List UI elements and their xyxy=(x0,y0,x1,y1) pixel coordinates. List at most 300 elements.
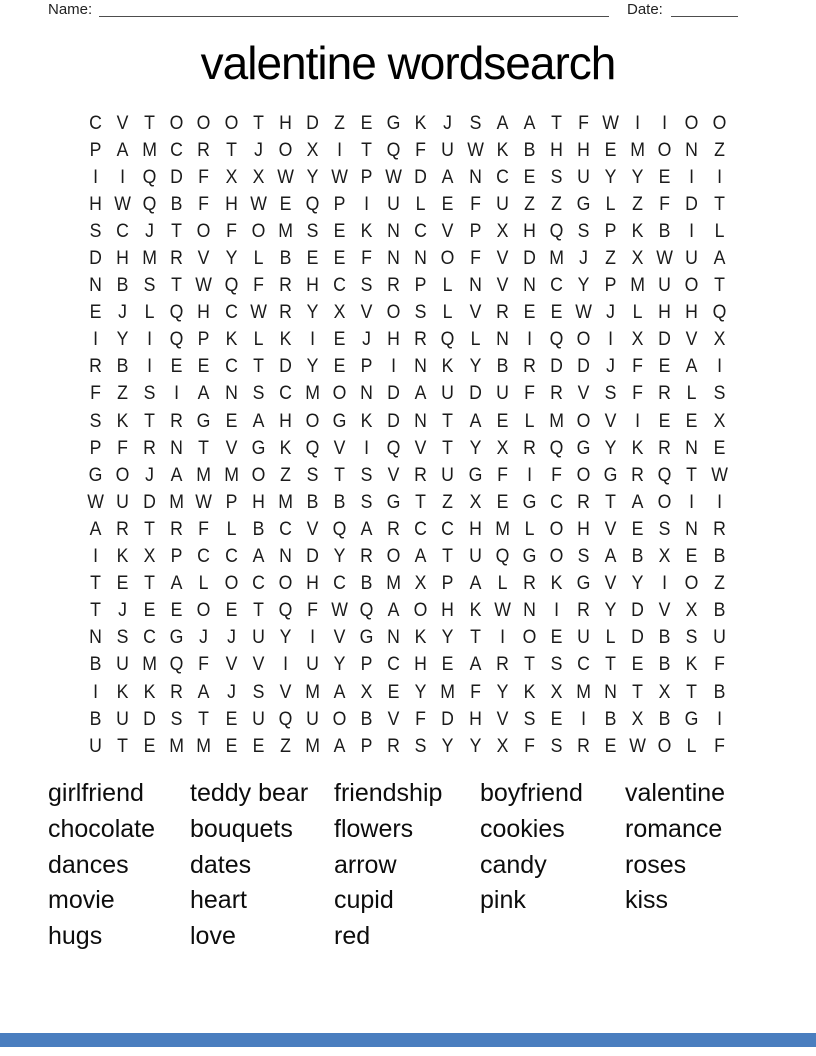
grid-letter: I xyxy=(391,356,397,378)
grid-letter: Z xyxy=(442,491,454,513)
grid-letter: F xyxy=(551,464,562,486)
word-list-item: arrow xyxy=(334,850,397,879)
grid-letter: D xyxy=(170,166,184,188)
grid-letter: B xyxy=(306,491,319,513)
grid-letter: E xyxy=(686,546,698,568)
word-list-item: red xyxy=(334,922,371,951)
grid-letter: J xyxy=(579,248,588,270)
grid-letter: X xyxy=(360,681,373,703)
grid-letter: I xyxy=(93,166,99,188)
grid-letter: T xyxy=(523,654,535,676)
grid-letter: N xyxy=(414,410,428,432)
grid-letter: K xyxy=(414,112,427,134)
grid-letter: T xyxy=(415,491,427,513)
grid-letter: M xyxy=(630,139,646,161)
grid-letter: H xyxy=(278,112,292,134)
grid-letter: I xyxy=(93,329,99,351)
grid-letter: M xyxy=(305,681,320,703)
grid-letter: O xyxy=(522,627,537,649)
grid-letter: V xyxy=(387,464,400,486)
grid-letter: R xyxy=(170,248,184,270)
grid-letter: E xyxy=(442,193,454,215)
grid-letter: I xyxy=(337,139,342,161)
grid-letter: U xyxy=(495,193,509,215)
grid-letter: N xyxy=(495,329,509,351)
grid-letter: R xyxy=(414,464,428,486)
grid-letter: M xyxy=(142,654,158,676)
grid-letter: F xyxy=(659,193,671,215)
grid-letter: R xyxy=(495,654,509,676)
grid-letter: K xyxy=(116,410,129,432)
grid-letter: G xyxy=(359,627,374,649)
grid-letter: I xyxy=(689,166,695,188)
grid-letter: X xyxy=(252,166,265,188)
grid-letter: O xyxy=(549,518,564,540)
grid-letter: C xyxy=(550,275,563,297)
grid-letter: W xyxy=(575,302,592,324)
grid-letter: O xyxy=(413,600,428,622)
grid-letter: P xyxy=(360,356,373,378)
grid-letter: V xyxy=(414,437,427,459)
grid-letter: X xyxy=(306,139,319,161)
grid-letter: E xyxy=(686,410,698,432)
grid-letter: Q xyxy=(657,464,672,486)
word-list-item: hugs xyxy=(48,922,103,951)
grid-letter: E xyxy=(550,708,563,730)
grid-letter: B xyxy=(170,193,183,215)
grid-letter: T xyxy=(686,681,698,703)
grid-letter: V xyxy=(496,248,509,270)
grid-letter: O xyxy=(712,112,726,134)
grid-letter: Y xyxy=(279,627,292,649)
grid-letter: V xyxy=(496,708,509,730)
grid-letter: X xyxy=(658,681,671,703)
grid-letter: D xyxy=(278,356,292,378)
grid-letter: I xyxy=(581,708,586,730)
grid-letter: B xyxy=(333,491,346,513)
word-list-item: pink xyxy=(480,886,526,915)
grid-letter: I xyxy=(716,166,722,188)
grid-letter: M xyxy=(494,518,510,540)
grid-letter: E xyxy=(306,248,319,270)
grid-letter: F xyxy=(198,166,210,188)
grid-letter: E xyxy=(713,437,725,459)
grid-letter: U xyxy=(468,546,482,568)
grid-letter: I xyxy=(499,627,505,649)
grid-letter: S xyxy=(523,708,536,730)
grid-letter: Q xyxy=(170,302,184,324)
grid-letter: N xyxy=(414,248,428,270)
grid-letter: T xyxy=(117,735,129,757)
grid-letter: T xyxy=(551,112,562,134)
grid-letter: V xyxy=(442,220,454,242)
grid-letter: X xyxy=(469,491,481,513)
grid-letter: O xyxy=(278,139,293,161)
grid-letter: K xyxy=(360,220,373,242)
grid-letter: D xyxy=(143,708,157,730)
grid-letter: J xyxy=(199,627,209,649)
grid-letter: V xyxy=(225,437,237,459)
grid-letter: E xyxy=(523,166,536,188)
grid-letter: F xyxy=(713,735,725,757)
grid-letter: H xyxy=(251,491,265,513)
grid-letter: I xyxy=(174,383,180,405)
grid-letter: V xyxy=(604,518,617,540)
grid-letter: L xyxy=(687,383,697,405)
grid-letter: R xyxy=(116,518,130,540)
grid-letter: X xyxy=(496,735,509,757)
word-list-item: flowers xyxy=(334,814,414,843)
grid-letter: F xyxy=(307,600,318,622)
grid-letter: A xyxy=(496,112,509,134)
grid-letter: F xyxy=(415,708,427,730)
grid-letter: R xyxy=(197,139,211,161)
grid-letter: R xyxy=(577,491,590,513)
grid-letter: E xyxy=(198,356,210,378)
grid-letter: D xyxy=(577,356,590,378)
grid-letter: I xyxy=(526,329,532,351)
grid-letter: T xyxy=(144,410,156,432)
grid-letter: U xyxy=(577,166,590,188)
grid-letter: W xyxy=(249,193,267,215)
grid-letter: H xyxy=(414,654,428,676)
grid-letter: N xyxy=(468,166,482,188)
grid-letter: I xyxy=(689,491,695,513)
grid-letter: A xyxy=(713,248,725,270)
grid-letter: X xyxy=(713,329,725,351)
grid-letter: S xyxy=(143,383,156,405)
grid-letter: S xyxy=(89,220,102,242)
grid-letter: C xyxy=(577,654,590,676)
grid-letter: X xyxy=(333,302,346,324)
word-list-column xyxy=(480,776,583,919)
grid-letter: D xyxy=(306,546,319,568)
grid-letter: K xyxy=(631,220,644,242)
grid-letter: I xyxy=(93,546,99,568)
grid-letter: E xyxy=(252,735,265,757)
grid-letter: R xyxy=(387,735,401,757)
grid-letter: E xyxy=(442,654,454,676)
grid-letter: Y xyxy=(631,166,644,188)
word-list-item: roses xyxy=(625,850,687,879)
grid-letter: V xyxy=(496,275,509,297)
grid-letter: K xyxy=(116,681,129,703)
grid-letter: I xyxy=(635,112,641,134)
grid-letter: A xyxy=(469,654,481,676)
grid-letter: H xyxy=(522,220,536,242)
grid-letter: D xyxy=(468,383,482,405)
grid-letter: Y xyxy=(306,302,319,324)
grid-letter: T xyxy=(605,654,617,676)
grid-letter: F xyxy=(632,356,644,378)
grid-letter: E xyxy=(658,356,671,378)
grid-letter: K xyxy=(550,573,563,595)
grid-letter: S xyxy=(170,708,183,730)
grid-letter: S xyxy=(89,410,102,432)
page-title: valentine wordsearch xyxy=(200,37,616,89)
grid-letter: O xyxy=(170,112,184,134)
grid-letter: J xyxy=(118,600,128,622)
grid-letter: N xyxy=(360,383,374,405)
grid-letter: C xyxy=(550,491,563,513)
grid-letter: Z xyxy=(713,139,725,161)
grid-letter: D xyxy=(441,708,455,730)
grid-letter: Y xyxy=(442,627,454,649)
grid-letter: S xyxy=(360,275,373,297)
grid-letter: Q xyxy=(386,139,401,161)
grid-letter: M xyxy=(223,464,239,486)
grid-letter: F xyxy=(469,193,481,215)
grid-letter: G xyxy=(522,546,537,568)
grid-letter: E xyxy=(333,248,346,270)
grid-letter: P xyxy=(170,546,183,568)
grid-letter: N xyxy=(522,600,536,622)
grid-letter: C xyxy=(224,546,238,568)
grid-letter: P xyxy=(604,275,617,297)
grid-letter: W xyxy=(493,600,511,622)
grid-letter: N xyxy=(522,275,536,297)
grid-letter: H xyxy=(577,518,590,540)
grid-letter: R xyxy=(278,302,292,324)
grid-letter: S xyxy=(604,383,617,405)
grid-letter: S xyxy=(550,166,563,188)
grid-letter: E xyxy=(116,573,129,595)
grid-letter: H xyxy=(116,248,130,270)
grid-letter: N xyxy=(685,518,699,540)
grid-letter: K xyxy=(414,627,427,649)
grid-letter: C xyxy=(224,302,238,324)
grid-letter: V xyxy=(604,573,617,595)
grid-letter: X xyxy=(496,220,509,242)
grid-letter: M xyxy=(440,681,456,703)
grid-letter: L xyxy=(470,329,481,351)
grid-letter: Y xyxy=(225,248,237,270)
grid-letter: B xyxy=(279,248,292,270)
grid-letter: L xyxy=(415,193,426,215)
grid-letter: I xyxy=(364,437,370,459)
grid-letter: H xyxy=(278,410,292,432)
date-blank-line xyxy=(671,0,738,17)
grid-letter: Q xyxy=(305,193,320,215)
grid-letter: A xyxy=(360,518,373,540)
grid-letter: Z xyxy=(523,193,535,215)
footer-accent-bar xyxy=(0,1033,816,1047)
grid-letter: H xyxy=(658,302,672,324)
grid-letter: R xyxy=(414,329,428,351)
grid-letter: C xyxy=(387,654,401,676)
grid-letter: K xyxy=(469,600,481,622)
grid-letter: P xyxy=(360,654,373,676)
grid-letter: F xyxy=(252,275,264,297)
grid-letter: W xyxy=(331,166,348,188)
grid-letter: S xyxy=(658,518,671,540)
word-list-item: valentine xyxy=(625,779,726,807)
grid-letter: M xyxy=(576,681,591,703)
grid-letter: T xyxy=(225,139,237,161)
grid-letter: G xyxy=(251,437,266,459)
word-list-item: girlfriend xyxy=(48,779,144,807)
grid-letter: F xyxy=(523,735,535,757)
grid-letter: K xyxy=(279,329,292,351)
grid-letter: A xyxy=(604,546,617,568)
grid-letter: Q xyxy=(332,518,347,540)
grid-letter: X xyxy=(713,410,725,432)
grid-letter: O xyxy=(441,248,455,270)
grid-letter: E xyxy=(170,356,183,378)
grid-letter: S xyxy=(306,220,319,242)
grid-letter: E xyxy=(333,329,346,351)
grid-letter: N xyxy=(685,437,699,459)
grid-letter: K xyxy=(442,356,454,378)
name-blank-line xyxy=(99,0,609,17)
grid-letter: F xyxy=(496,464,508,486)
grid-letter: Q xyxy=(278,708,293,730)
grid-letter: G xyxy=(332,410,347,432)
grid-letter: W xyxy=(331,600,348,622)
grid-letter: O xyxy=(278,573,293,595)
grid-letter: Q xyxy=(549,329,564,351)
grid-letter: P xyxy=(360,166,373,188)
grid-letter: T xyxy=(198,708,210,730)
grid-letter: F xyxy=(632,383,644,405)
grid-letter: I xyxy=(635,410,641,432)
grid-letter: O xyxy=(224,112,238,134)
grid-letter: M xyxy=(549,410,564,432)
grid-letter: V xyxy=(604,410,617,432)
grid-letter: O xyxy=(115,464,130,486)
grid-letter: G xyxy=(170,627,184,649)
grid-letter: O xyxy=(224,573,238,595)
grid-letter: C xyxy=(333,573,346,595)
grid-letter: Y xyxy=(604,166,617,188)
grid-letter: O xyxy=(657,139,672,161)
grid-letter: L xyxy=(524,518,535,540)
grid-letter: E xyxy=(333,356,346,378)
grid-letter: T xyxy=(334,464,345,486)
grid-letter: J xyxy=(226,627,236,649)
grid-letter: B xyxy=(604,708,617,730)
grid-letter: S xyxy=(550,654,563,676)
grid-letter: H xyxy=(306,275,319,297)
grid-letter: L xyxy=(253,329,264,351)
grid-letter: B xyxy=(523,139,536,161)
grid-letter: D xyxy=(658,329,672,351)
grid-letter: C xyxy=(251,573,265,595)
grid-letter: T xyxy=(198,437,210,459)
grid-letter: K xyxy=(116,546,129,568)
grid-letter: L xyxy=(144,302,155,324)
grid-letter: F xyxy=(578,112,589,134)
word-list-item: dances xyxy=(48,850,129,879)
grid-letter: O xyxy=(576,329,591,351)
grid-letter: B xyxy=(116,356,129,378)
grid-letter: N xyxy=(685,139,699,161)
grid-letter: R xyxy=(550,383,563,405)
grid-letter: E xyxy=(170,600,183,622)
grid-letter: C xyxy=(143,627,157,649)
grid-letter: T xyxy=(90,573,101,595)
grid-letter: L xyxy=(524,410,535,432)
grid-letter: E xyxy=(658,166,671,188)
grid-letter: T xyxy=(605,491,617,513)
grid-letter: P xyxy=(89,437,102,459)
grid-letter: P xyxy=(198,329,210,351)
grid-letter: J xyxy=(606,356,616,378)
grid-letter: R xyxy=(522,356,536,378)
grid-letter: P xyxy=(225,491,237,513)
grid-letter: E xyxy=(89,302,102,324)
grid-letter: I xyxy=(716,356,722,378)
grid-letter: H xyxy=(387,329,401,351)
grid-letter: H xyxy=(685,302,699,324)
grid-letter: X xyxy=(225,166,237,188)
grid-letter: H xyxy=(306,573,319,595)
grid-letter: Q xyxy=(142,166,157,188)
grid-letter: F xyxy=(523,383,535,405)
grid-letter: K xyxy=(143,681,156,703)
grid-letter: V xyxy=(198,248,210,270)
word-list xyxy=(0,776,816,961)
grid-letter: P xyxy=(333,193,346,215)
grid-letter: S xyxy=(414,735,427,757)
grid-letter: F xyxy=(198,654,210,676)
grid-letter: E xyxy=(387,681,400,703)
grid-letter: T xyxy=(469,627,481,649)
grid-letter: C xyxy=(170,139,184,161)
word-list-item: love xyxy=(190,922,236,951)
word-list-item: kiss xyxy=(625,886,669,915)
grid-letter: U xyxy=(441,139,455,161)
grid-letter: I xyxy=(147,356,153,378)
grid-letter: E xyxy=(333,220,346,242)
grid-letter: X xyxy=(414,573,427,595)
grid-letter: Y xyxy=(306,166,319,188)
grid-letter: X xyxy=(550,681,563,703)
grid-letter: G xyxy=(522,491,537,513)
word-list-item: heart xyxy=(190,886,247,915)
grid-letter: S xyxy=(577,546,590,568)
grid-letter: A xyxy=(414,383,427,405)
grid-letter: I xyxy=(364,193,370,215)
grid-letter: U xyxy=(387,193,401,215)
grid-letter: M xyxy=(549,248,564,270)
grid-letter: M xyxy=(169,735,185,757)
grid-letter: D xyxy=(631,627,645,649)
grid-letter: O xyxy=(386,546,401,568)
word-list-item: candy xyxy=(480,850,547,879)
grid-letter: G xyxy=(88,464,103,486)
grid-letter: X xyxy=(631,248,644,270)
grid-letter: E xyxy=(225,410,237,432)
grid-letter: J xyxy=(118,302,128,324)
word-list-item: dates xyxy=(190,850,252,879)
grid-letter: V xyxy=(333,437,346,459)
grid-letter: R xyxy=(712,518,726,540)
grid-letter: D xyxy=(522,248,536,270)
grid-letter: R xyxy=(387,275,401,297)
grid-letter: F xyxy=(90,383,101,405)
grid-letter: Z xyxy=(632,193,644,215)
grid-letter: I xyxy=(716,491,722,513)
grid-letter: W xyxy=(602,112,619,134)
grid-letter: H xyxy=(577,139,590,161)
grid-letter: O xyxy=(305,410,320,432)
grid-letter: H xyxy=(224,193,238,215)
grid-letter: B xyxy=(360,708,373,730)
grid-letter: S xyxy=(143,275,156,297)
grid-letter: I xyxy=(120,166,126,188)
grid-letter: R xyxy=(170,410,184,432)
